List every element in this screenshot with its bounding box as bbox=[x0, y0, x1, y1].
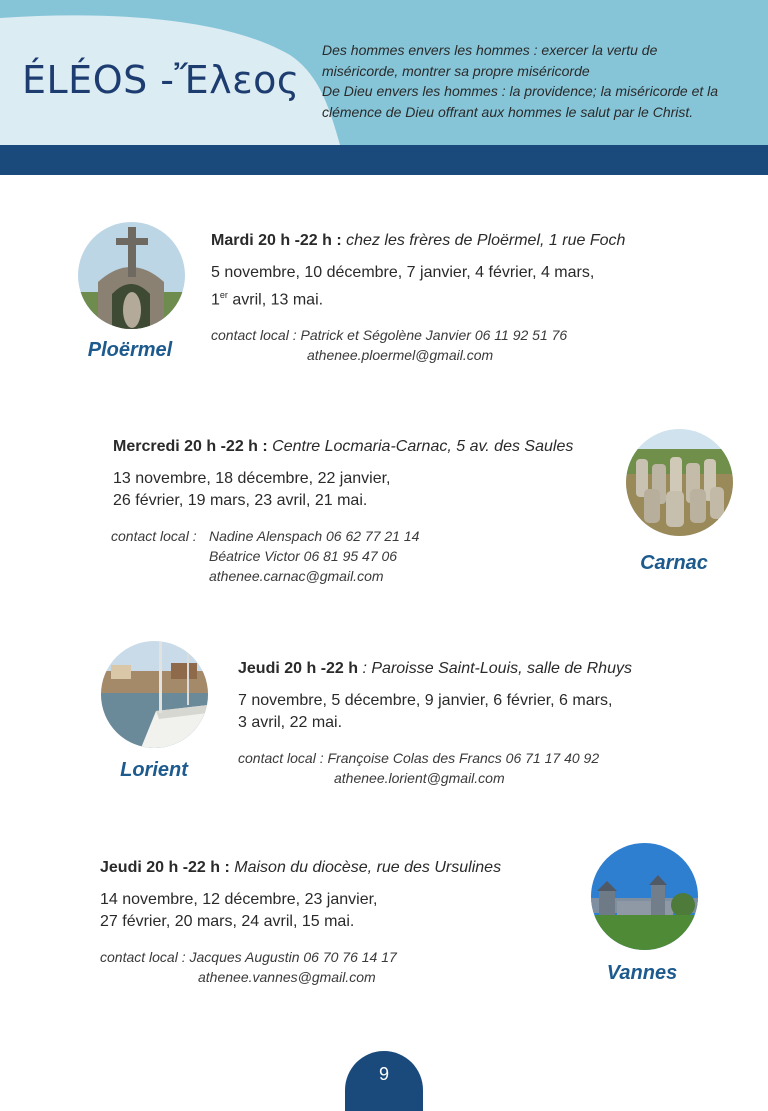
dates-line: 14 novembre, 12 décembre, 23 janvier, bbox=[100, 891, 378, 908]
session-lorient bbox=[238, 660, 632, 788]
contact-line bbox=[238, 748, 632, 768]
contact-label: contact local : bbox=[100, 949, 190, 965]
city-label-carnac: Carnac bbox=[640, 552, 708, 574]
day-time: Mardi 20 h -22 h : bbox=[211, 232, 342, 249]
day-time: Jeudi 20 h -22 h bbox=[238, 660, 359, 677]
date-text: 1 bbox=[211, 291, 220, 309]
page-subtitle bbox=[322, 40, 752, 122]
dates-line: 3 avril, 22 mai. bbox=[238, 714, 343, 731]
day-time: Mercredi 20 h -22 h : bbox=[113, 438, 268, 455]
schedule-line bbox=[113, 438, 573, 456]
schedule-line bbox=[100, 859, 501, 877]
page-number: 9 bbox=[345, 1051, 423, 1111]
city-label-vannes: Vannes bbox=[606, 962, 678, 984]
contact-name: Nadine Alenspach 06 62 77 21 14 bbox=[209, 528, 420, 544]
venue: chez les frères de Ploërmel, 1 rue Foch bbox=[341, 232, 626, 249]
header-band bbox=[0, 145, 768, 175]
session-vannes bbox=[100, 859, 501, 987]
contact-email[interactable]: athenee.ploermel@gmail.com bbox=[307, 347, 494, 364]
dates-line: 5 novembre, 10 décembre, 7 janvier, 4 février, 4 mars, bbox=[211, 264, 595, 281]
dates-line: 26 février, 19 mars, 23 avril, 21 mai. bbox=[113, 492, 368, 509]
contact bbox=[100, 947, 501, 987]
session-ploermel bbox=[211, 232, 625, 365]
dates bbox=[238, 690, 632, 734]
schedule-line bbox=[238, 660, 632, 678]
dates-line bbox=[211, 284, 625, 311]
city-label-lorient: Lorient bbox=[120, 759, 188, 781]
dates bbox=[211, 262, 625, 311]
contact-email[interactable]: athenee.lorient@gmail.com bbox=[334, 770, 505, 786]
contact-name: Béatrice Victor 06 81 95 47 06 bbox=[209, 548, 398, 564]
dates-line: 27 février, 20 mars, 24 avril, 15 mai. bbox=[100, 913, 355, 930]
venue: Maison du diocèse, rue des Ursulines bbox=[229, 859, 502, 876]
carnac-photo bbox=[626, 429, 733, 536]
session-carnac bbox=[113, 438, 573, 586]
contact bbox=[211, 325, 625, 365]
contact-email[interactable]: athenee.vannes@gmail.com bbox=[198, 969, 376, 985]
contact-label: contact local : bbox=[111, 528, 197, 544]
day-time: Jeudi 20 h -22 h : bbox=[100, 859, 230, 876]
dates bbox=[100, 889, 501, 933]
contact-email[interactable]: athenee.carnac@gmail.com bbox=[209, 568, 384, 584]
date-text: avril, 13 mai. bbox=[227, 291, 324, 309]
contact-line bbox=[211, 325, 625, 345]
ploermel-photo bbox=[78, 222, 185, 329]
contact-line bbox=[111, 526, 573, 546]
contact bbox=[238, 748, 632, 788]
page-title: ÉLÉOS -Ἔλεος bbox=[22, 58, 300, 102]
schedule-line bbox=[211, 232, 625, 250]
dates-line: 7 novembre, 5 décembre, 9 janvier, 6 février, 6 mars, bbox=[238, 692, 613, 709]
subtitle-line: miséricorde, montrer sa propre miséricorde bbox=[322, 62, 590, 79]
subtitle-line: clémence de Dieu offrant aux hommes le salut par le Christ. bbox=[322, 103, 694, 120]
contact-label: contact local : bbox=[238, 750, 328, 766]
contact bbox=[111, 526, 573, 586]
subtitle-line: Des hommes envers les hommes : exercer la vertu de bbox=[322, 42, 658, 58]
date-superscript: er bbox=[219, 290, 228, 300]
contact-line bbox=[100, 947, 501, 967]
contact-label: contact local : bbox=[211, 327, 301, 344]
dates-line: 13 novembre, 18 décembre, 22 janvier, bbox=[113, 470, 391, 487]
dates bbox=[113, 468, 573, 512]
contact-name: Jacques Augustin 06 70 76 14 17 bbox=[189, 949, 397, 965]
contact-name: Patrick et Ségolène Janvier 06 11 92 51 76 bbox=[300, 327, 568, 344]
subtitle-line: De Dieu envers les hommes : la providence; la miséricorde et la bbox=[322, 83, 719, 99]
city-label-ploermel: Ploërmel bbox=[87, 339, 173, 361]
contact-name: Françoise Colas des Francs 06 71 17 40 92 bbox=[327, 750, 600, 766]
venue: Centre Locmaria-Carnac, 5 av. des Saules bbox=[267, 438, 574, 455]
venue: : Paroisse Saint-Louis, salle de Rhuys bbox=[358, 660, 632, 677]
vannes-photo bbox=[591, 843, 698, 950]
lorient-photo bbox=[101, 641, 208, 748]
